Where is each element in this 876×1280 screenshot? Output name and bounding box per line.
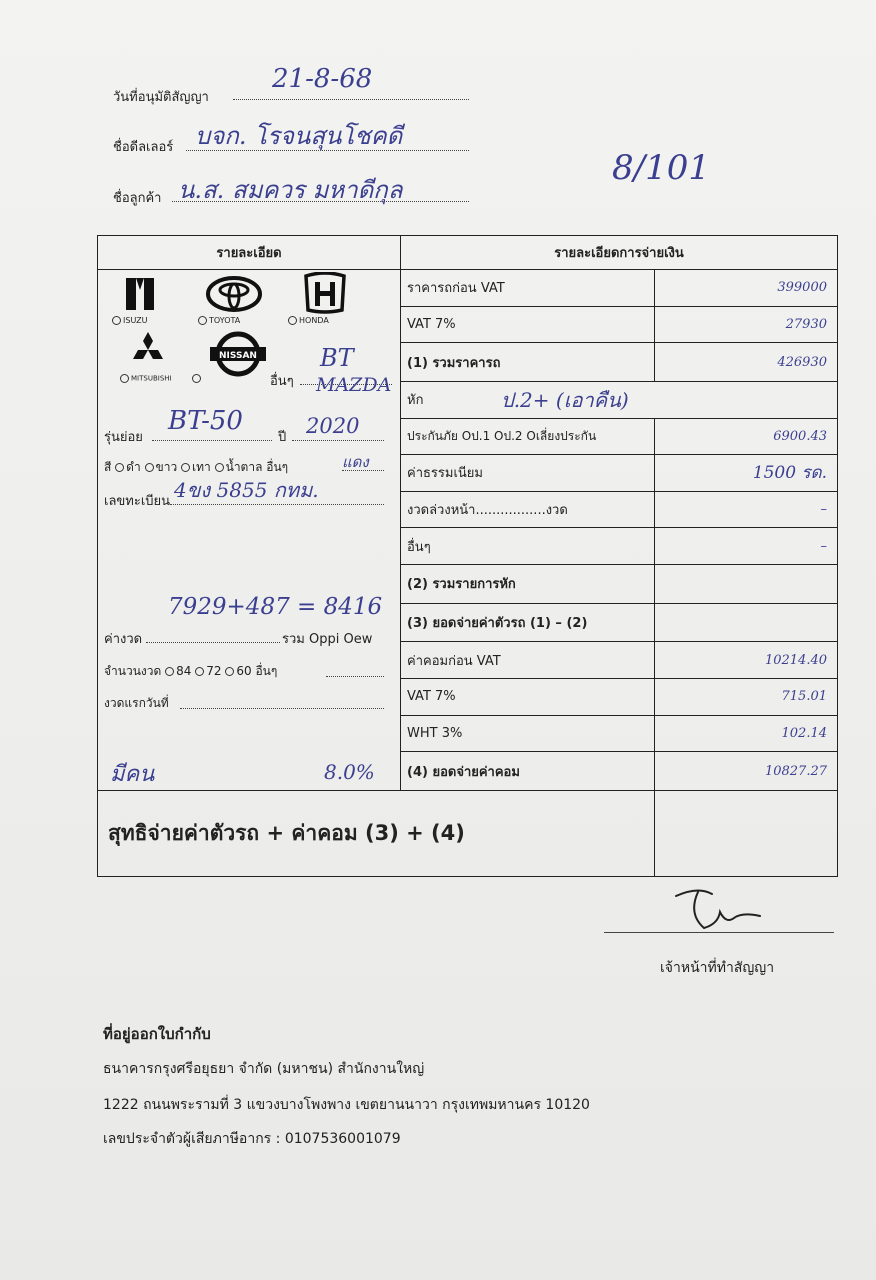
installment-line [146, 642, 280, 643]
row-value-10: 10214.40 [655, 642, 838, 679]
brand-isuzu[interactable]: ISUZU [112, 316, 148, 325]
deduct-row: หัก ป.2+ (เอาคืน) [401, 381, 838, 418]
num-installments-other-line [326, 676, 384, 677]
first-installment-label: งวดแรกวันที่ [104, 696, 169, 710]
row-label-4: ประกันภัย Oป.1 Oป.2 Oเลี่ยงประกัน [401, 418, 655, 455]
rate-label: มีคน [110, 762, 155, 787]
billing-line-3: เลขประจำตัวผู้เสียภาษีอากร : 0107536001079 [103, 1131, 401, 1147]
row-label-1: VAT 7% [401, 306, 655, 343]
row-value-11: 715.01 [655, 679, 838, 716]
billing-title: ที่อยู่ออกใบกำกับ [103, 1025, 211, 1043]
svg-text:NISSAN: NISSAN [219, 351, 257, 361]
row-label-7: อื่นๆ [401, 528, 655, 565]
signature-line [604, 932, 834, 933]
row-label-11: VAT 7% [401, 679, 655, 716]
first-installment-line [180, 708, 384, 709]
installments-option-84[interactable]: 84 [165, 664, 191, 678]
row-value-6: – [655, 491, 838, 528]
color-option-brown[interactable]: น้ำตาล [215, 460, 263, 474]
reference-note: 8/101 [612, 148, 710, 188]
year-value: 2020 [306, 414, 360, 438]
billing-line-1: ธนาคารกรุงศรีอยุธยา จำกัด (มหาชน) สำนักงานใหญ่ [103, 1061, 425, 1077]
row-value-12: 102.14 [655, 715, 838, 752]
mitsubishi-logo-icon [128, 332, 168, 366]
vehicle-detail-cell [98, 270, 401, 791]
row-value-1: 27930 [655, 306, 838, 343]
net-total-label: สุทธิจ่ายค่าตัวรถ + ค่าคอม (3) + (4) [98, 791, 655, 877]
color-other-value: แดง [342, 453, 369, 471]
year-line [292, 440, 384, 441]
toyota-logo-icon [206, 276, 262, 312]
color-option-black[interactable]: ดำ [115, 460, 141, 474]
customer-label: ชื่อลูกค้า [113, 191, 162, 206]
color-option-gray[interactable]: เทา [181, 460, 211, 474]
installments-option-60[interactable]: 60 [225, 664, 251, 678]
installments-option-72[interactable]: 72 [195, 664, 221, 678]
right-header: รายละเอียดการจ่ายเงิน [401, 236, 838, 270]
row-value-13: 10827.27 [655, 752, 838, 791]
approval-date-value: 21-8-68 [272, 64, 373, 94]
installment-label: ค่างวด [104, 632, 143, 647]
isuzu-logo-icon [122, 276, 158, 312]
row-label-13: (4) ยอดจ่ายค่าคอม [401, 752, 655, 791]
officer-signature [668, 884, 768, 934]
other-brand-label: อื่นๆ [270, 374, 294, 389]
customer-value: น.ส. สมควร มหาดีกุล [178, 176, 403, 204]
detail-table [97, 235, 838, 877]
row-label-6: งวดล่วงหน้า.................งวด [401, 491, 655, 528]
plate-label: เลขทะเบียน [104, 494, 171, 509]
deduct-note: ป.2+ (เอาคืน) [501, 387, 629, 412]
row-value-0: 399000 [655, 270, 838, 307]
num-installments-row: จำนวนงวด 84 72 60 อื่นๆ [104, 664, 278, 678]
other-brand-value-2: MAZDA [316, 374, 392, 396]
row-value-7: – [655, 528, 838, 565]
color-option-white[interactable]: ขาว [145, 460, 178, 474]
row-label-0: ราคารถก่อน VAT [401, 270, 655, 307]
submodel-value: BT-50 [168, 406, 243, 436]
brand-toyota[interactable]: TOYOTA [198, 316, 240, 325]
row-label-10: ค่าคอมก่อน VAT [401, 642, 655, 679]
approval-date-line [233, 99, 469, 100]
signature-caption: เจ้าหน้าที่ทำสัญญา [660, 960, 775, 976]
row-value-2: 426930 [655, 343, 838, 382]
brand-mitsubishi[interactable]: MITSUBISHI [120, 374, 172, 383]
rate-value: 8.0% [324, 760, 375, 784]
net-total-value [655, 791, 838, 877]
row-value-9 [655, 603, 838, 642]
installment-suffix: รวม Oppi Oew [282, 632, 373, 647]
row-value-4: 6900.43 [655, 418, 838, 455]
dealer-value: บจก. โรจนสุนโชคดี [195, 122, 403, 150]
approval-date-label: วันที่อนุมัติสัญญา [113, 90, 209, 105]
row-value-5: 1500 รด. [655, 455, 838, 492]
left-header: รายละเอียด [98, 236, 401, 270]
row-label-9: (3) ยอดจ่ายค่าตัวรถ (1) – (2) [401, 603, 655, 642]
row-value-8 [655, 564, 838, 603]
brand-honda[interactable]: HONDA [288, 316, 329, 325]
billing-line-2: 1222 ถนนพระรามที่ 3 แขวงบางโพงพาง เขตยานนาวา กรุงเทพมหานคร 10120 [103, 1097, 590, 1113]
year-label: ปี [278, 430, 287, 445]
brand-nissan[interactable] [192, 374, 203, 383]
installment-value: 7929+487 = 8416 [168, 594, 383, 620]
row-label-8: (2) รวมรายการหัก [401, 564, 655, 603]
row-label-12: WHT 3% [401, 715, 655, 752]
nissan-logo-icon [210, 330, 266, 378]
submodel-label: รุ่นย่อย [104, 430, 143, 445]
color-row: สี ดำ ขาว เทา น้ำตาล อื่นๆ [104, 460, 289, 474]
submodel-line [152, 440, 272, 441]
row-label-2: (1) รวมราคารถ [401, 343, 655, 382]
dealer-label: ชื่อดีลเลอร์ [113, 140, 174, 155]
honda-logo-icon [302, 272, 348, 314]
plate-value: 4ขง 5855 กทม. [174, 478, 319, 502]
other-brand-value: BT [320, 344, 354, 372]
row-label-5: ค่าธรรมเนียม [401, 455, 655, 492]
